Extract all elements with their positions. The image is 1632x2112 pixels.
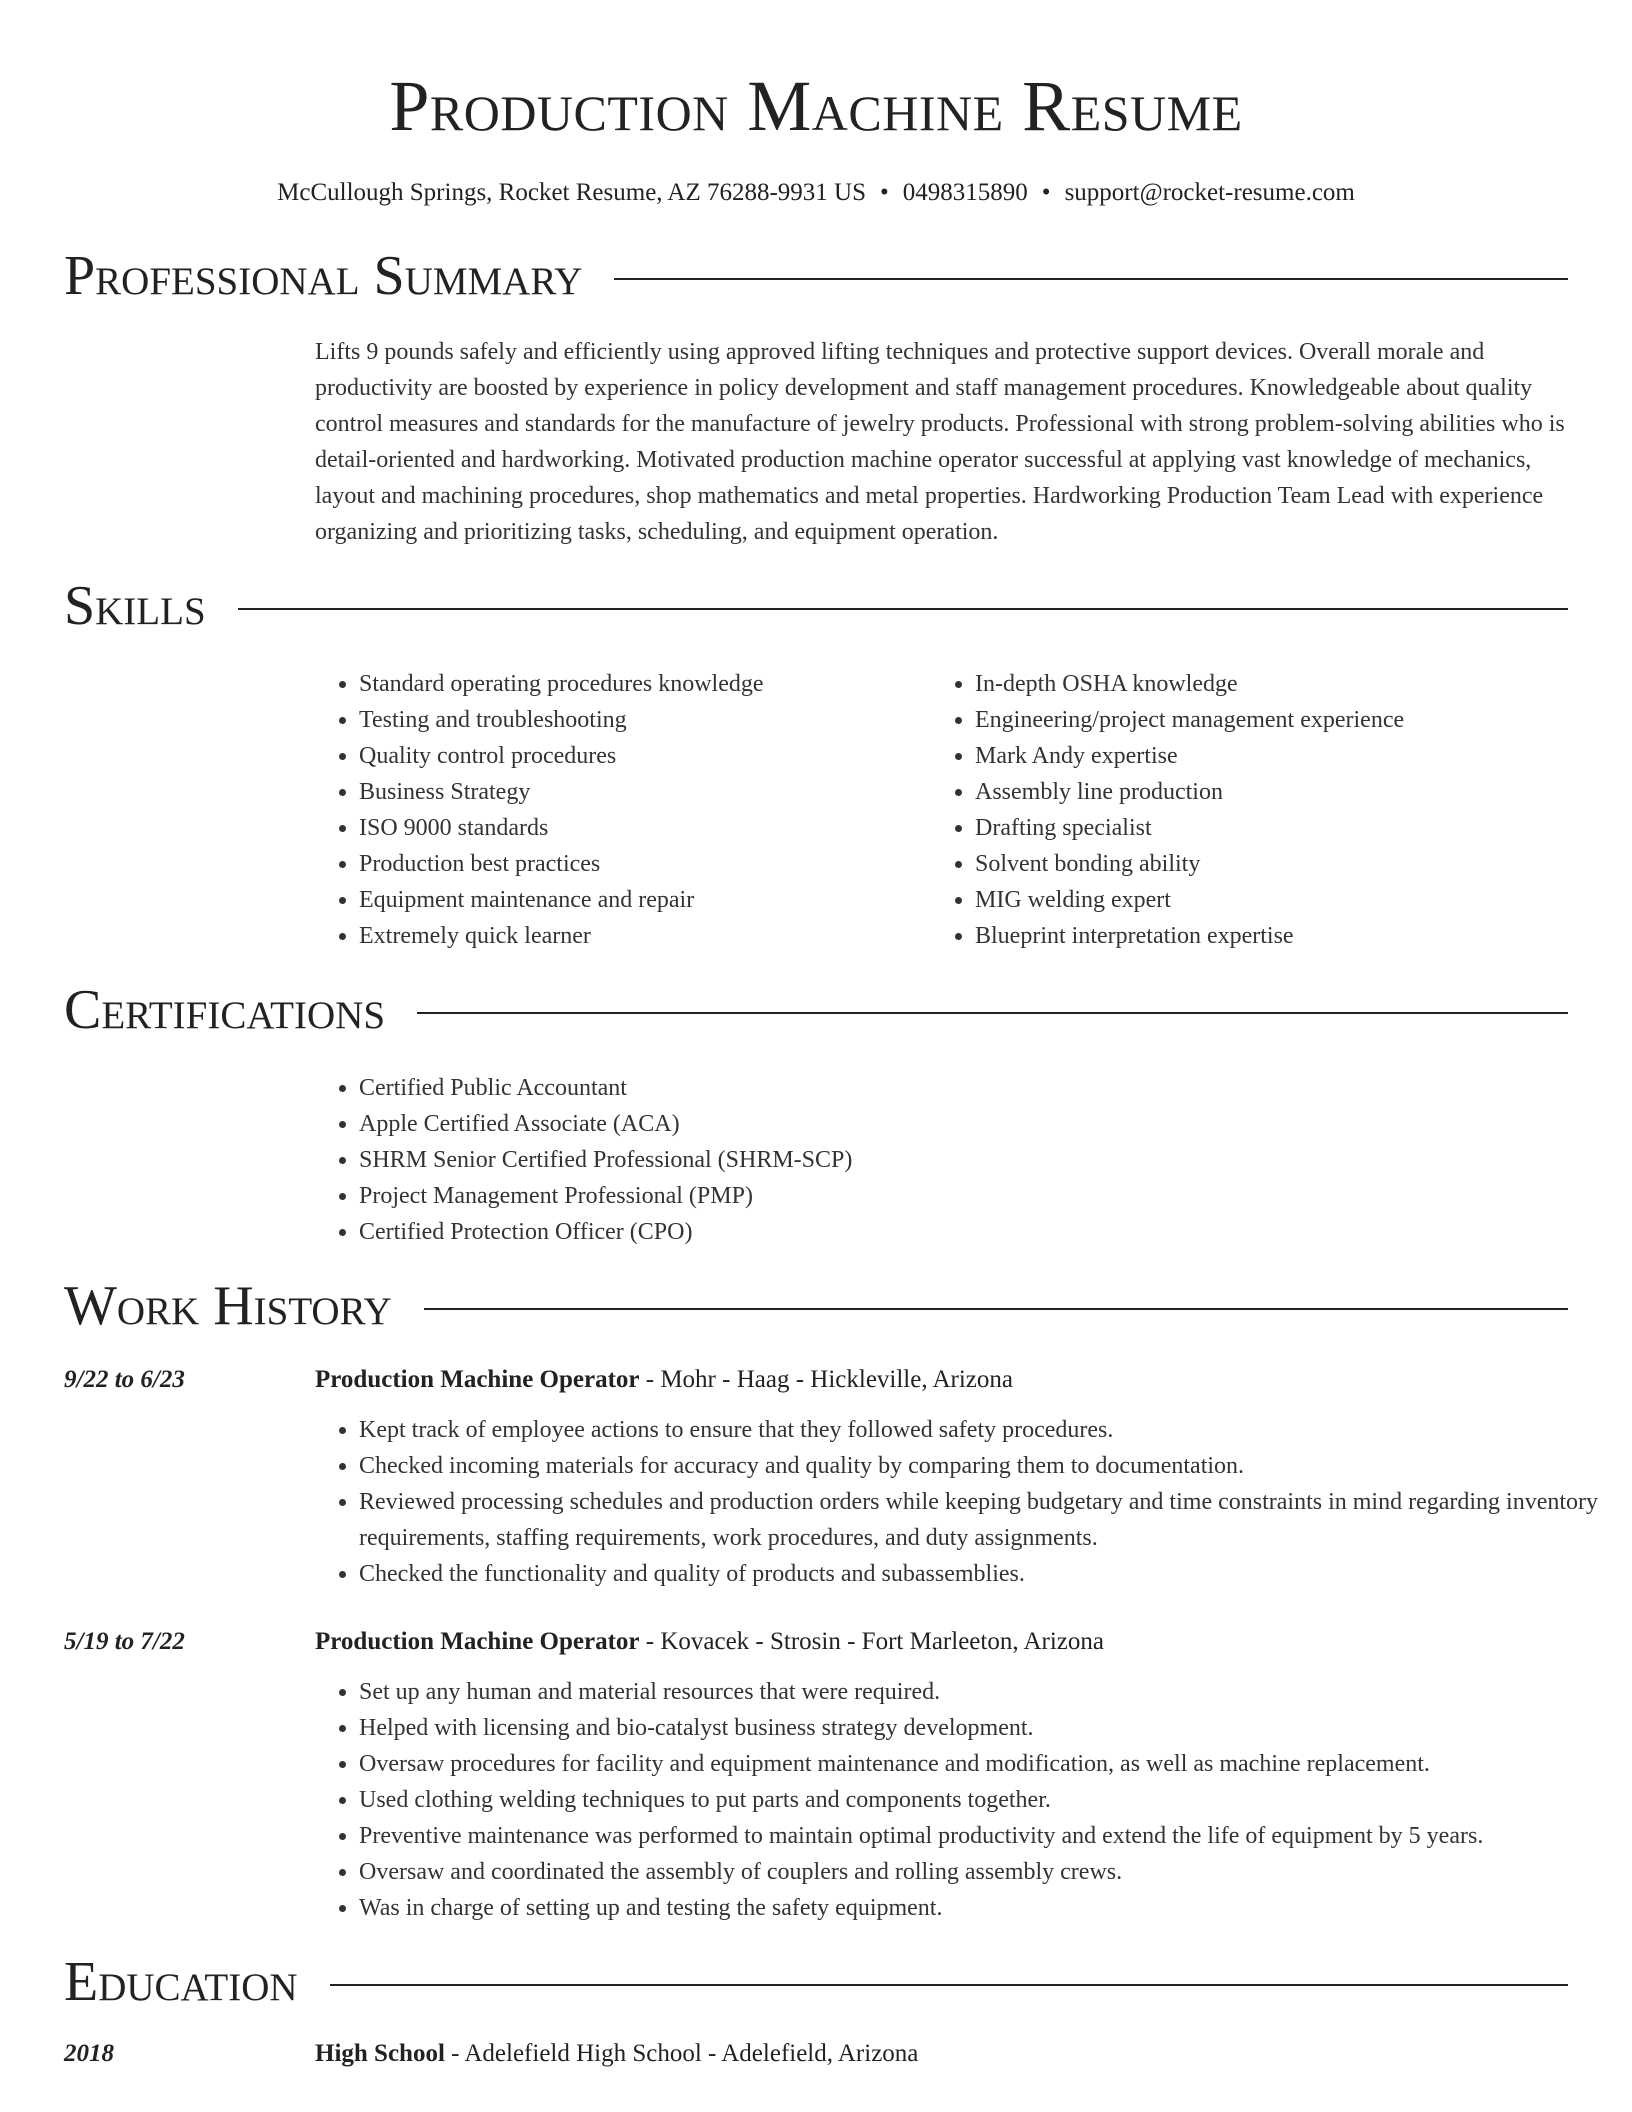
skill-item: • Mark Andy expertise (975, 738, 1547, 774)
section-divider (238, 608, 1568, 610)
summary-text: Lifts 9 pounds safely and efficiently using approved lifting techniques and protective support devices. Overall morale and productivity are boosted by experience in policy development and staff management procedures. Knowledgeable about quality control measures and standards for the manufacture of jewelry products. Professional with strong problem-solving abilities who is detail-oriented and hardworking. Motivated production machine operator successful at applying vast knowledge of mechanics, layout and machining procedures, shop mathematics and metal properties. Hardworking Production Team Lead with experience organizing and prioritizing tasks, scheduling, and equipment operation. (315, 339, 1565, 545)
skills-column-right (931, 666, 1547, 954)
section-heading-certifications (64, 978, 1568, 1042)
section-title: Professional Summary (64, 245, 583, 307)
job-employer: - Kovacek - Strosin - Fort Marleeton, Arizona (639, 1628, 1104, 1655)
skill-item: • In-depth OSHA knowledge (975, 666, 1547, 702)
certification-item: • Project Management Professional (PMP) (359, 1178, 1568, 1214)
job-header (64, 1362, 1568, 1398)
job-title: Production Machine Operator (315, 1628, 640, 1655)
job-bullet: • Checked the functionality and quality of products and subassemblies. (359, 1556, 1612, 1592)
section-title: Work History (64, 1275, 392, 1337)
skill-item: • ISO 9000 standards (359, 810, 931, 846)
skill-item: • Business Strategy (359, 774, 931, 810)
job-dates: 5/19 to 7/22 (64, 1628, 185, 1655)
job-entry (64, 1624, 1568, 1926)
section-heading-work-history (64, 1274, 1568, 1338)
job-bullet: • Used clothing welding techniques to put parts and components together. (359, 1782, 1612, 1818)
section-title: Education (64, 1951, 298, 2013)
skill-item: • Engineering/project management experience (975, 702, 1547, 738)
skill-item: • Drafting specialist (975, 810, 1547, 846)
job-bullet: • Set up any human and material resources that were required. (359, 1674, 1612, 1710)
job-title-line (315, 1362, 1013, 1398)
section-title: Skills (64, 575, 206, 637)
certification-item: • Apple Certified Associate (ACA) (359, 1106, 1568, 1142)
job-bullet: • Reviewed processing schedules and production orders while keeping budgetary and time constraints in mind regarding inventory requirements, staffing requirements, work procedures, and duty assignments. (359, 1484, 1612, 1556)
education-degree: High School (315, 2040, 445, 2067)
education-school: - Adelefield High School - Adelefield, Arizona (444, 2040, 919, 2067)
job-bullet: • Kept track of employee actions to ensure that they followed safety procedures. (359, 1412, 1612, 1448)
section-heading-summary (64, 244, 1568, 308)
skills-column-left (315, 666, 931, 954)
contact-separator: • (880, 179, 889, 206)
skills-grid (315, 666, 1568, 954)
job-bullet: • Checked incoming materials for accuracy and quality by comparing them to documentation. (359, 1448, 1612, 1484)
job-bullet: • Preventive maintenance was performed to maintain optimal productivity and extend the life of equipment by 5 years. (359, 1818, 1612, 1854)
education-entry (64, 2036, 1568, 2072)
skill-item: • Extremely quick learner (359, 918, 931, 954)
certifications-list (315, 1070, 1568, 1250)
job-header (64, 1624, 1568, 1660)
section-heading-skills (64, 574, 1568, 638)
contact-phone: 0498315890 (902, 179, 1028, 206)
certification-item: • Certified Public Accountant (359, 1070, 1568, 1106)
skill-item: • Standard operating procedures knowledge (359, 666, 931, 702)
section-heading-education (64, 1950, 1568, 2014)
skill-item: • Quality control procedures (359, 738, 931, 774)
skill-item: • MIG welding expert (975, 882, 1547, 918)
skill-item: • Solvent bonding ability (975, 846, 1547, 882)
skill-item: • Assembly line production (975, 774, 1547, 810)
skill-item: • Testing and troubleshooting (359, 702, 931, 738)
contact-separator: • (1041, 179, 1051, 206)
education-year: 2018 (64, 2040, 114, 2067)
job-entry (64, 1362, 1599, 1592)
job-employer: - Mohr - Haag - Hickleville, Arizona (639, 1366, 1013, 1393)
education-line (315, 2036, 918, 2072)
job-title-line (315, 1624, 1104, 1660)
contact-address: McCullough Springs, Rocket Resume, AZ 76288-9931 US (277, 179, 867, 206)
job-bullet-list (315, 1412, 1612, 1592)
job-bullet: • Oversaw procedures for facility and equipment maintenance and modification, as well as machine replacement. (359, 1746, 1612, 1782)
contact-email: support@rocket-resume.com (1064, 179, 1355, 206)
section-divider (330, 1984, 1568, 1986)
section-divider (424, 1308, 1568, 1310)
section-divider (417, 1012, 1568, 1014)
certification-item: • Certified Protection Officer (CPO) (359, 1214, 1568, 1250)
job-bullet-list (315, 1674, 1612, 1926)
skill-item: • Equipment maintenance and repair (359, 882, 931, 918)
job-title: Production Machine Operator (315, 1366, 640, 1393)
resume-title: Production Machine Resume (389, 66, 1243, 146)
resume-page (64, 0, 1599, 2072)
contact-line (64, 178, 1568, 208)
job-bullet: • Helped with licensing and bio-catalyst business strategy development. (359, 1710, 1612, 1746)
job-dates: 9/22 to 6/23 (64, 1366, 185, 1393)
section-title: Certifications (64, 979, 386, 1041)
section-divider (614, 278, 1568, 280)
skill-item: • Blueprint interpretation expertise (975, 918, 1547, 954)
skill-item: • Production best practices (359, 846, 931, 882)
certification-item: • SHRM Senior Certified Professional (SHRM-SCP) (359, 1142, 1568, 1178)
job-bullet: • Oversaw and coordinated the assembly of couplers and rolling assembly crews. (359, 1854, 1612, 1890)
job-bullet: • Was in charge of setting up and testing the safety equipment. (359, 1890, 1612, 1926)
